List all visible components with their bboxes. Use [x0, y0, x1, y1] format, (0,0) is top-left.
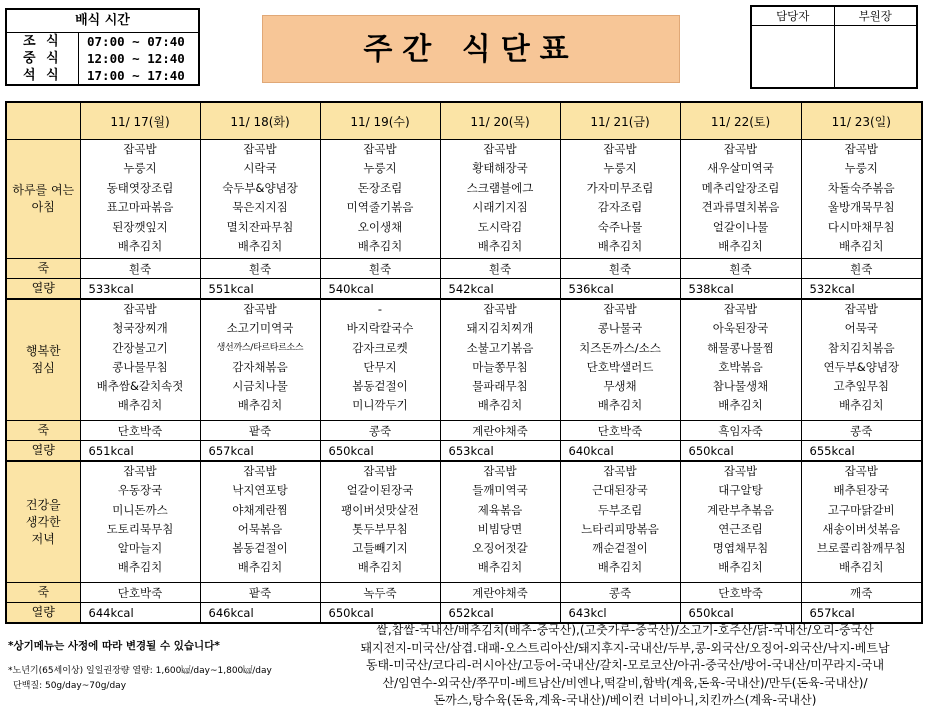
lunch-porridge-row [6, 421, 922, 441]
lunch-day-cell [440, 299, 560, 421]
porridge-label: 죽 [6, 259, 80, 279]
menu-item: 잡곡밥 [483, 302, 517, 316]
menu-item: 미니깍두기 [352, 398, 408, 413]
menu-item: 누룽지 [363, 161, 397, 176]
lunch-label: 행복한 점심 [6, 299, 80, 421]
menu-item: 배추김치 [718, 398, 763, 413]
menu-item: 배추김치 [597, 238, 643, 253]
kcal-cell: 644kcal [80, 603, 200, 624]
breakfast-day-cell [200, 140, 320, 259]
porridge-cell: 콩죽 [560, 583, 680, 603]
kcal-cell: 657kcal [200, 441, 320, 462]
weekly-menu-table [5, 101, 923, 624]
kcal-cell: 650kcal [680, 441, 801, 462]
porridge-cell: 녹두죽 [320, 583, 440, 603]
menu-item: 고추잎무침 [833, 379, 890, 394]
menu-item: 잡곡밥 [243, 302, 277, 316]
day-header: 11/ 18(화) [200, 102, 320, 140]
origin-line: 동태-미국산/코다리-러시아산/고등어-국내산/갈치-모로코산/아귀-중국산/방어-국내산/미꾸라지-국내 [365, 658, 885, 672]
menu-item: 가자미무조림 [586, 180, 654, 195]
kcal-cell: 650kcal [680, 603, 801, 624]
menu-item: 톳두부무침 [352, 521, 408, 536]
meal-label: 석 식 [7, 67, 79, 84]
menu-item: 잡곡밥 [844, 142, 878, 156]
menu-item: 묵은지지짐 [232, 200, 288, 215]
menu-item: 누룽지 [603, 161, 637, 176]
menu-item: 누룽지 [123, 161, 157, 176]
menu-item: 팽이버섯맛살전 [341, 502, 419, 517]
kcal-label: 열량 [6, 279, 80, 300]
breakfast-label: 하루를 여는 아침 [6, 140, 80, 259]
energy-note: *노년기(65세이상) 일일권장량 열량: 1,600㎉/day~1,800㎉/day [8, 666, 272, 676]
menu-item: 낙지연포탕 [232, 483, 288, 498]
menu-item: 감자크로켓 [352, 340, 408, 355]
menu-item: 소불고기볶음 [466, 340, 534, 355]
meal-time-box [5, 8, 200, 86]
menu-item: 잡곡밥 [603, 464, 637, 478]
menu-item: 잡곡밥 [363, 464, 397, 478]
menu-item: 연근조림 [718, 521, 763, 536]
menu-item: 시락국 [243, 161, 277, 176]
menu-item: 두부조림 [597, 502, 643, 517]
lunch-day-cell [200, 299, 320, 421]
dinner-label: 건강을 생각한 저녁 [6, 461, 80, 583]
menu-item: 배추된장국 [833, 483, 890, 498]
porridge-cell: 흰죽 [680, 259, 801, 279]
dinner-items-row [6, 461, 922, 583]
dinner-day-cell [80, 461, 200, 583]
kcal-cell: 643kcl [560, 603, 680, 624]
menu-item: 생선까스/타르타르소스 [216, 342, 304, 353]
menu-item: 미역줄기볶음 [346, 200, 414, 215]
menu-item: 브로콜리참깨무침 [816, 541, 906, 556]
porridge-cell: 팥죽 [200, 583, 320, 603]
approval-header: 부원장 [835, 7, 917, 26]
menu-item: 근대된장국 [592, 483, 648, 498]
meal-time-title: 배식 시간 [7, 10, 198, 33]
day-header-row [6, 102, 922, 140]
dinner-day-cell [320, 461, 440, 583]
porridge-cell: 단호박죽 [80, 583, 200, 603]
menu-item: 알마늘지 [117, 541, 163, 556]
menu-item: 느타리피망볶음 [581, 521, 659, 536]
menu-item: 배추김치 [839, 560, 884, 575]
menu-item: 어묵볶음 [237, 521, 283, 536]
menu-item: 배추김치 [839, 398, 884, 413]
kcal-cell: 551kcal [200, 279, 320, 300]
menu-item: 배추김치 [237, 398, 283, 413]
menu-item: 단호박샐러드 [586, 359, 654, 374]
menu-item: 콩나물무침 [112, 359, 168, 374]
menu-item: 감자채볶음 [232, 359, 288, 374]
menu-item: 잡곡밥 [123, 302, 157, 316]
kcal-label: 열량 [6, 441, 80, 462]
kcal-cell: 640kcal [560, 441, 680, 462]
day-header: 11/ 20(목) [440, 102, 560, 140]
menu-item: 바지락칼국수 [346, 321, 414, 336]
menu-item: 고구마닭갈비 [827, 502, 895, 517]
kcal-cell: 542kcal [440, 279, 560, 300]
menu-item: 차돌숙주볶음 [827, 180, 895, 195]
menu-item: 들깨미역국 [472, 483, 528, 498]
menu-item: 무생채 [603, 379, 637, 394]
meal-label: 중 식 [7, 50, 79, 67]
menu-item: 다시마채무침 [827, 219, 895, 234]
menu-item: 어묵국 [844, 321, 878, 336]
menu-item: 참치김치볶음 [827, 340, 895, 355]
change-notice: *상기메뉴는 사정에 따라 변경될 수 있습니다* [8, 640, 220, 652]
approval-column [752, 7, 834, 87]
dinner-day-cell [200, 461, 320, 583]
menu-item: 계란부추볶음 [707, 502, 774, 517]
meal-label: 조 식 [7, 33, 79, 50]
menu-item: 대구알탕 [718, 483, 763, 498]
meal-time-row [7, 50, 198, 67]
lunch-items-row [6, 299, 922, 421]
breakfast-day-cell [801, 140, 922, 259]
origin-line: 돼지전지-미국산/삼겹.대패-오스트리아산/돼지후지-국내산/두부,콩-외국산/오징어-외국산/낙지-베트남 [360, 640, 890, 655]
menu-item: 오이생채 [357, 219, 403, 234]
kcal-cell: 655kcal [801, 441, 922, 462]
kcal-cell: 652kcal [440, 603, 560, 624]
dinner-porridge-row [6, 583, 922, 603]
menu-item: 명엽채무침 [712, 541, 769, 556]
menu-item: 배추김치 [477, 238, 523, 253]
menu-item: 소고기미역국 [226, 321, 294, 336]
menu-item: 간장불고기 [112, 340, 168, 355]
menu-item: 비빔당면 [477, 521, 523, 536]
menu-item: 배추김치 [357, 560, 403, 575]
menu-item: 배추김치 [117, 398, 163, 413]
kcal-cell: 536kcal [560, 279, 680, 300]
menu-item: 잡곡밥 [123, 464, 157, 478]
day-header: 11/ 22(토) [680, 102, 801, 140]
kcal-cell: 657kcal [801, 603, 922, 624]
menu-item: 참나물생채 [712, 379, 769, 394]
porridge-cell: 흰죽 [801, 259, 922, 279]
menu-item: 잡곡밥 [363, 142, 397, 156]
kcal-cell: 533kcal [80, 279, 200, 300]
dinner-kcal-row [6, 603, 922, 624]
page-title: 주간 식단표 [262, 15, 680, 83]
menu-item: 시금치나물 [232, 379, 288, 394]
kcal-cell: 650kcal [320, 603, 440, 624]
day-header: 11/ 17(월) [80, 102, 200, 140]
breakfast-kcal-row [6, 279, 922, 300]
menu-item: 표고마파볶음 [106, 200, 174, 215]
breakfast-day-cell [80, 140, 200, 259]
menu-item: 배추김치 [597, 398, 643, 413]
menu-item: 배추김치 [477, 398, 523, 413]
menu-item: 잡곡밥 [603, 302, 637, 316]
porridge-cell: 콩죽 [320, 421, 440, 441]
menu-item: 잡곡밥 [723, 302, 758, 316]
menu-item: 누룽지 [844, 161, 878, 176]
menu-item: 견과류멸치볶음 [701, 200, 780, 215]
dinner-day-cell [440, 461, 560, 583]
porridge-cell: 흰죽 [200, 259, 320, 279]
breakfast-porridge-row [6, 259, 922, 279]
kcal-cell: 653kcal [440, 441, 560, 462]
breakfast-items-row [6, 140, 922, 259]
menu-item: 배추김치 [477, 560, 523, 575]
menu-item: 봄동겉절이 [232, 541, 288, 556]
kcal-cell: 540kcal [320, 279, 440, 300]
menu-item: 된장깻잎지 [112, 219, 168, 234]
porridge-cell: 흰죽 [80, 259, 200, 279]
menu-item: 배추김치 [839, 238, 884, 253]
menu-item: 배추김치 [357, 238, 403, 253]
menu-item: 황태해장국 [472, 161, 528, 176]
menu-item: 단무지 [363, 359, 397, 374]
menu-item: 잡곡밥 [243, 142, 277, 156]
day-header: 11/ 19(수) [320, 102, 440, 140]
dinner-day-cell [560, 461, 680, 583]
lunch-day-cell [680, 299, 801, 421]
menu-item: - [377, 302, 383, 316]
porridge-cell: 흰죽 [320, 259, 440, 279]
approval-column [834, 7, 917, 87]
menu-item: 배추김치 [597, 560, 643, 575]
menu-item: 배추김치 [237, 560, 283, 575]
meal-time-row [7, 67, 198, 84]
menu-item: 시래기지짐 [472, 200, 528, 215]
porridge-cell: 계란야채죽 [440, 421, 560, 441]
menu-item: 배추김치 [117, 238, 163, 253]
menu-item: 잡곡밥 [243, 464, 277, 478]
menu-item: 우동장국 [117, 483, 163, 498]
porridge-cell: 흑임자죽 [680, 421, 801, 441]
kcal-cell: 538kcal [680, 279, 801, 300]
approval-box [750, 5, 918, 89]
menu-item: 미니돈까스 [112, 502, 168, 517]
porridge-label: 죽 [6, 583, 80, 603]
menu-item: 해물콩나물찜 [707, 340, 774, 355]
porridge-cell: 팥죽 [200, 421, 320, 441]
menu-item: 얼갈이나물 [712, 219, 769, 234]
breakfast-day-cell [320, 140, 440, 259]
origin-info [325, 622, 925, 710]
kcal-cell: 651kcal [80, 441, 200, 462]
menu-item: 도토리묵무침 [106, 521, 174, 536]
corner-cell [6, 102, 80, 140]
dinner-day-cell [680, 461, 801, 583]
menu-item: 동태엿장조림 [106, 180, 174, 195]
menu-item: 잡곡밥 [723, 464, 758, 478]
meal-time: 07:00 ~ 07:40 [87, 34, 185, 49]
menu-item: 울방개묵무침 [827, 200, 895, 215]
porridge-label: 죽 [6, 421, 80, 441]
menu-item: 호박볶음 [718, 359, 763, 374]
menu-item: 잡곡밥 [123, 142, 157, 156]
menu-item: 마늘쫑무침 [472, 359, 528, 374]
porridge-cell: 단호박죽 [80, 421, 200, 441]
porridge-cell: 단호박죽 [680, 583, 801, 603]
menu-item: 오징어젓갈 [472, 541, 528, 556]
menu-item: 돈장조림 [357, 180, 403, 195]
menu-item: 감자조림 [597, 200, 643, 215]
menu-item: 메추리알장조림 [701, 180, 780, 195]
menu-item: 배추김치 [117, 560, 163, 575]
menu-item: 봄동겉절이 [352, 379, 408, 394]
menu-item: 아욱된장국 [712, 321, 769, 336]
lunch-day-cell [560, 299, 680, 421]
menu-item: 새우살미역국 [707, 161, 774, 176]
menu-item: 새송이버섯볶음 [822, 521, 901, 536]
menu-item: 돼지김치찌개 [466, 321, 534, 336]
kcal-label: 열량 [6, 603, 80, 624]
origin-line: 쌀,찹쌀-국내산/배추김치(배추-중국산),(고춧가루-중국산)/소고기-호주산/닭-국내산/오리-중국산 [376, 623, 874, 637]
menu-item: 멸치잔파무침 [226, 219, 294, 234]
menu-item: 잡곡밥 [483, 142, 517, 156]
menu-item: 스크램블에그 [466, 180, 534, 195]
dinner-day-cell [801, 461, 922, 583]
approval-header: 담당자 [752, 7, 834, 26]
kcal-cell: 532kcal [801, 279, 922, 300]
menu-item: 제육볶음 [477, 502, 523, 517]
porridge-cell: 콩죽 [801, 421, 922, 441]
menu-item: 야채계란찜 [232, 502, 288, 517]
lunch-day-cell [320, 299, 440, 421]
menu-item: 잡곡밥 [844, 464, 878, 478]
kcal-cell: 646kcal [200, 603, 320, 624]
breakfast-day-cell [680, 140, 801, 259]
menu-item: 잡곡밥 [844, 302, 878, 316]
breakfast-day-cell [560, 140, 680, 259]
day-header: 11/ 23(일) [801, 102, 922, 140]
menu-item: 얼갈이된장국 [346, 483, 414, 498]
menu-item: 잡곡밥 [483, 464, 517, 478]
signature-cell[interactable] [752, 26, 834, 87]
origin-line: 산/임연수-외국산/쭈꾸미-베트남산/비엔나,떡갈비,함박(계육,돈육-국내산)/만두(돈육-국내산)/ [382, 675, 868, 690]
menu-item: 숙주나물 [597, 219, 643, 234]
menu-item: 배추김치 [718, 238, 763, 253]
origin-line: 돈까스,탕수육(돈육,계육-국내산)/베이컨 너비아니,치킨까스(계육-국내산) [433, 693, 817, 707]
kcal-cell: 650kcal [320, 441, 440, 462]
signature-cell[interactable] [835, 26, 917, 87]
menu-item: 도시락김 [477, 219, 523, 234]
lunch-kcal-row [6, 441, 922, 462]
menu-item: 물파래무침 [472, 379, 528, 394]
menu-item: 깨순겉절이 [592, 541, 648, 556]
menu-item: 콩나물국 [597, 321, 643, 336]
meal-time: 17:00 ~ 17:40 [87, 68, 185, 83]
lunch-day-cell [801, 299, 922, 421]
menu-item: 연두부&양념장 [823, 359, 900, 374]
meal-time-row [7, 33, 198, 50]
menu-item: 배추쌈&갈치속젓 [96, 379, 184, 394]
menu-item: 잡곡밥 [603, 142, 637, 156]
porridge-cell: 단호박죽 [560, 421, 680, 441]
protein-note: 단백질: 50g/day~70g/day [13, 681, 127, 691]
menu-item: 고들빼기지 [352, 541, 408, 556]
porridge-cell: 깨죽 [801, 583, 922, 603]
meal-time: 12:00 ~ 12:40 [87, 51, 185, 66]
porridge-cell: 흰죽 [440, 259, 560, 279]
notes [8, 638, 328, 691]
breakfast-day-cell [440, 140, 560, 259]
menu-item: 배추김치 [237, 238, 283, 253]
menu-item: 숙두부&양념장 [222, 180, 298, 195]
lunch-day-cell [80, 299, 200, 421]
menu-item: 배추김치 [718, 560, 763, 575]
menu-item: 잡곡밥 [723, 142, 758, 156]
day-header: 11/ 21(금) [560, 102, 680, 140]
menu-item: 청국장찌개 [112, 321, 168, 336]
porridge-cell: 계란야채죽 [440, 583, 560, 603]
menu-item: 치즈돈까스/소스 [579, 340, 661, 355]
porridge-cell: 흰죽 [560, 259, 680, 279]
